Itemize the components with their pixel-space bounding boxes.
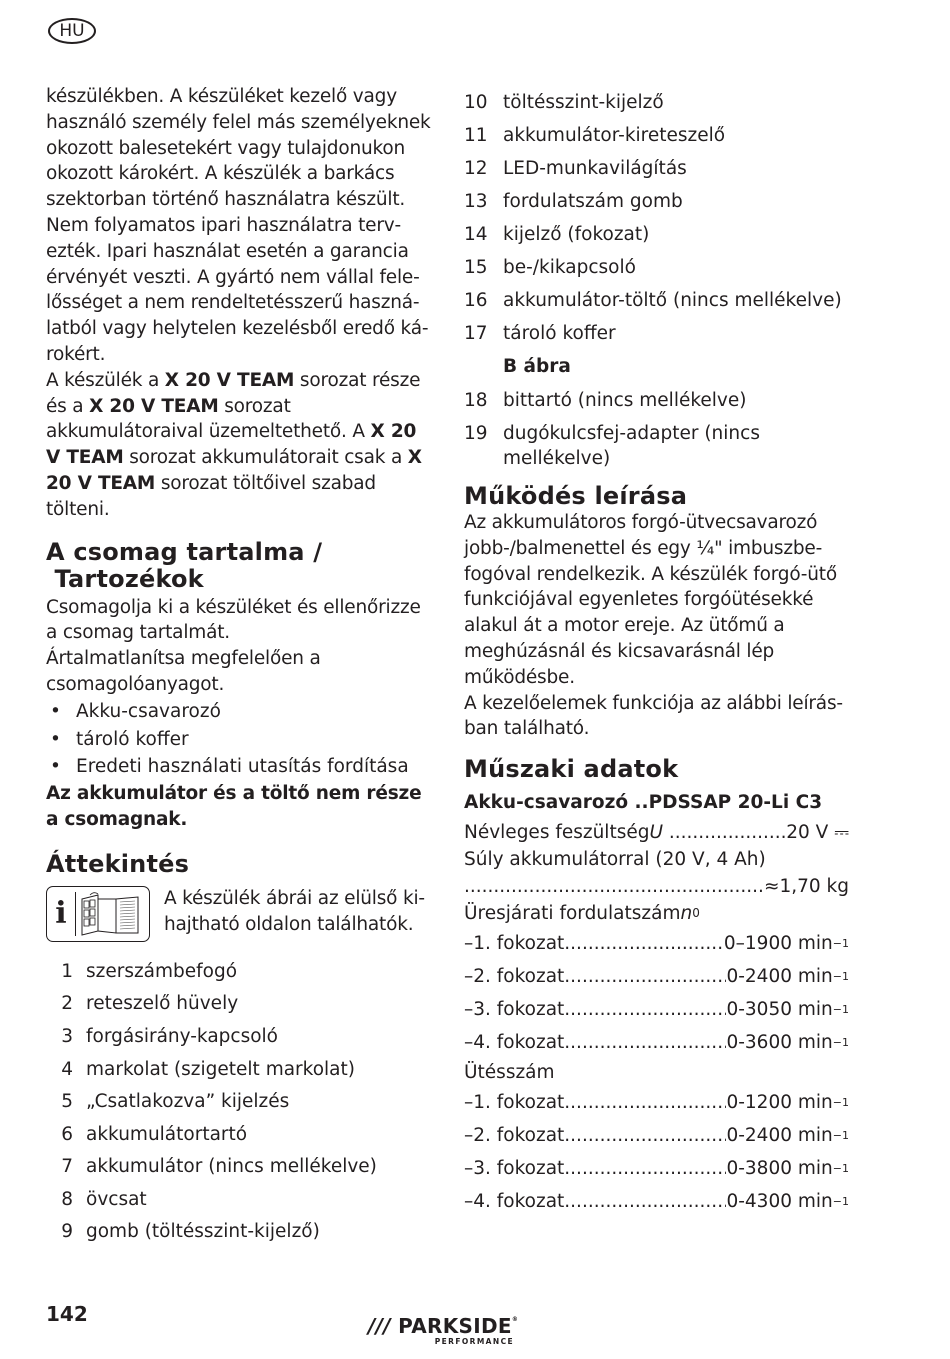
list-item <box>46 1086 431 1119</box>
info-i-icon: i <box>55 896 67 932</box>
overview-heading: Áttekintés <box>46 849 190 878</box>
item-number: 5 <box>61 1091 73 1113</box>
spec-impact-row <box>464 1152 849 1185</box>
spec-label: –3. fokozat <box>464 1158 565 1180</box>
list-item <box>46 753 431 781</box>
item-number: 19 <box>464 423 488 444</box>
spec-label: –4. fokozat <box>464 1032 565 1054</box>
leader-dots <box>564 927 724 960</box>
team-paragraph <box>46 368 431 523</box>
item-label: akkumulátor (nincs mellékelve) <box>86 1156 377 1178</box>
list-item-label: Eredeti használati utasítás fordítása <box>76 756 409 778</box>
text-span: sorozat akkumulátoraival üzemeltethető. A <box>46 395 371 443</box>
registered-mark: ® <box>511 1316 519 1323</box>
item-label: be-/kikapcsoló <box>503 257 636 278</box>
spec-impact-row <box>464 1185 849 1218</box>
item-number: 13 <box>464 191 488 212</box>
leader-dots <box>564 993 726 1026</box>
figure-b-heading: B ábra <box>503 356 571 377</box>
item-label: tároló koffer <box>503 323 616 344</box>
list-item <box>464 417 849 471</box>
spec-weight-value <box>464 873 849 900</box>
series-name: X 20 V TEAM <box>89 395 219 417</box>
list-item <box>46 956 431 989</box>
package-note: Az akkumulátor és a töltő nem része a csomagnak. <box>46 783 422 830</box>
bullet-icon: • <box>50 700 61 722</box>
heading-line: A csomag tartalma / <box>46 537 323 566</box>
brand-subline: PERFORMANCE <box>434 1337 514 1346</box>
list-item <box>464 317 849 350</box>
function-paragraph-1: Az akkumulátoros forgó-ütvecsavarozó jobb-/balmenettel és egy ¼" imbuszbefogóval rendelkezik. A készülék forgó-ütő funkciójával egyenletes forgóütésekké alakul át a motor ereje. Az ütőmű a meghúzásnál és kicsavarásnál lép működésbe. <box>464 512 837 688</box>
item-number: 3 <box>61 1025 73 1047</box>
item-number: 11 <box>464 125 488 146</box>
list-item <box>464 384 849 417</box>
spec-value: 0-2400 <box>726 1125 792 1147</box>
brand-name: PARKSIDE <box>398 1314 512 1338</box>
leader-dots <box>669 819 786 846</box>
item-number: 9 <box>61 1221 73 1243</box>
list-item <box>46 1054 431 1087</box>
spec-value: 0-3600 <box>726 1032 792 1054</box>
list-item <box>464 284 849 317</box>
spec-unit: min <box>797 1092 833 1114</box>
spec-unit: min <box>797 1032 833 1054</box>
spec-unit: min <box>797 1158 833 1180</box>
item-label: töltésszint-kijelző <box>503 92 664 113</box>
item-number: 18 <box>464 390 488 411</box>
list-item <box>46 1216 431 1249</box>
series-name: X 20 V TEAM <box>164 369 295 391</box>
item-number: 2 <box>61 993 73 1015</box>
spec-value: 20 V ⎓ <box>786 822 849 844</box>
spec-value: 0-1200 <box>726 1092 792 1114</box>
spec-impact-row <box>464 1119 849 1152</box>
item-number: 15 <box>464 257 488 278</box>
spec-unit-exponent: −1 <box>832 1129 849 1143</box>
spec-value: 0-4300 <box>726 1191 792 1213</box>
list-item <box>46 1151 431 1184</box>
item-label: markolat (szigetelt markolat) <box>86 1058 355 1080</box>
spec-unit-exponent: −1 <box>832 1096 849 1110</box>
spec-value: 0-2400 <box>726 966 792 988</box>
spec-label: –4. fokozat <box>464 1191 565 1213</box>
function-paragraph-2: A kezelőelemek funkciója az alábbi leírásban található. <box>464 692 844 740</box>
item-label: forgásirány-kapcsoló <box>86 1025 278 1047</box>
item-label: LED-munkavilágítás <box>503 158 687 179</box>
left-column <box>46 84 431 1249</box>
spec-idle-speed-row <box>464 1026 849 1059</box>
right-column <box>464 86 849 1218</box>
item-label: szerszámbefogó <box>86 960 238 982</box>
foldout-page-icon <box>76 891 146 937</box>
intro-paragraph: készülékben. A készüléket kezelő vagy használó személy felel más személyeknek okozott balesetekért vagy tulajdonukon okozott károkért. A készülék a barkács szektorban történő használatra készült. Nem folyamatos ipari használatra tervezték. Ipari használat esetén a garancia érvényét veszti. A gyártó nem vállal felelősséget a nem rendeltetésszerű használatból vagy helytelen kezelésből eredő károkért. <box>46 86 431 365</box>
spec-unit-exponent: −1 <box>832 937 849 951</box>
item-number: 14 <box>464 224 488 245</box>
leader-dots <box>464 873 764 900</box>
list-item-label: tároló koffer <box>76 728 189 750</box>
spec-unit: min <box>797 933 833 955</box>
package-contents-list <box>46 698 431 781</box>
spec-unit-exponent: −1 <box>832 1036 849 1050</box>
spec-unit-exponent: −1 <box>832 970 849 984</box>
series-name: X 20 V TEAM <box>46 447 422 494</box>
item-label: akkumulátor-töltő (nincs mellékelve) <box>503 290 842 311</box>
spec-symbol: n <box>680 903 693 925</box>
package-paragraph-1: Csomagolja ki a készüléket és ellenőrizze a csomag tartalmát. <box>46 596 421 644</box>
spec-idle-speed-row <box>464 927 849 960</box>
item-number: 6 <box>61 1123 73 1145</box>
heading-line: Tartozékok <box>46 564 204 593</box>
spec-value: ≈1,70 kg <box>763 876 849 898</box>
item-label: akkumulátortartó <box>86 1123 248 1145</box>
item-number: 10 <box>464 92 488 113</box>
parts-list <box>46 956 431 1249</box>
item-label: övcsat <box>86 1188 147 1210</box>
parkside-logo <box>368 1310 518 1346</box>
leader-dots <box>564 1152 726 1185</box>
item-number: 16 <box>464 290 488 311</box>
item-label: reteszelő hüvely <box>86 993 239 1015</box>
package-paragraph-2: Ártalmatlanítsa megfelelően a csomagolóanyagot. <box>46 648 321 695</box>
text-span: sorozat akkumulátorait csak a <box>123 447 408 469</box>
leader-dots <box>564 1119 726 1152</box>
spec-idle-speed-row <box>464 960 849 993</box>
spec-label: Névleges feszültség <box>464 822 650 844</box>
spec-label: Ütésszám <box>464 1062 555 1084</box>
item-label: akkumulátor-kireteszelő <box>503 125 726 146</box>
list-item <box>464 218 849 251</box>
spec-unit: min <box>797 1191 833 1213</box>
spec-impact-row <box>464 1086 849 1119</box>
spec-unit-exponent: −1 <box>832 1162 849 1176</box>
spec-value: 0-3050 <box>726 999 792 1021</box>
item-number: 4 <box>61 1058 73 1080</box>
spec-unit-exponent: −1 <box>832 1003 849 1017</box>
list-item <box>464 119 849 152</box>
spec-idle-speed-row <box>464 993 849 1026</box>
item-number: 8 <box>61 1188 73 1210</box>
spec-voltage <box>464 819 849 846</box>
list-item <box>464 251 849 284</box>
leader-dots <box>564 1185 726 1218</box>
spec-label: –2. fokozat <box>464 1125 565 1147</box>
item-label: gomb (töltésszint-kijelző) <box>86 1221 320 1243</box>
leader-dots <box>564 960 726 993</box>
list-item <box>46 988 431 1021</box>
item-label: dugókulcsfej-adapter (nincs mellékelve) <box>503 423 760 469</box>
list-item <box>46 1184 431 1217</box>
item-number: 12 <box>464 158 488 179</box>
spec-label: –3. fokozat <box>464 999 565 1021</box>
spec-unit: min <box>797 1125 833 1147</box>
text-span: A készülék a <box>46 369 165 391</box>
list-item <box>46 726 431 754</box>
model-label: Akku-csavarozó ..PDSSAP 20-Li C3 <box>464 792 823 814</box>
list-item <box>46 1021 431 1054</box>
item-number: 17 <box>464 323 488 344</box>
spec-label: –1. fokozat <box>464 933 565 955</box>
page-number: 142 <box>46 1302 88 1326</box>
item-label: bittartó (nincs mellékelve) <box>503 390 747 411</box>
list-item <box>464 152 849 185</box>
spec-value: 0–1900 <box>723 933 792 955</box>
package-heading <box>46 539 431 593</box>
item-label: fordulatszám gomb <box>503 191 683 212</box>
overview-info-text: A készülék ábrái az elülső kihajtható oldalon találhatók. <box>164 887 426 935</box>
leader-dots <box>564 1026 726 1059</box>
spec-symbol: U <box>649 822 664 844</box>
list-item <box>46 698 431 726</box>
bullet-icon: • <box>50 756 61 778</box>
item-number: 7 <box>61 1156 73 1178</box>
item-number: 1 <box>61 960 73 982</box>
brand-wordmark <box>368 1310 518 1336</box>
info-foldout-icon <box>46 886 150 942</box>
spec-idle-speed-label <box>464 900 849 927</box>
tech-data-heading: Műszaki adatok <box>464 755 679 784</box>
spec-label: –2. fokozat <box>464 966 565 988</box>
list-item-label: Akku-csavarozó <box>76 700 221 722</box>
overview-info <box>46 886 431 942</box>
text-span: sorozat töltőivel szabad tölteni. <box>46 472 376 520</box>
spec-unit: min <box>797 966 833 988</box>
spec-label: Súly akkumulátorral (20 V, 4 Ah) <box>464 849 766 871</box>
spec-weight-label <box>464 846 849 873</box>
spec-impact-label <box>464 1059 849 1086</box>
item-label: „Csatlakozva” kijelzés <box>86 1091 290 1113</box>
bullet-icon: • <box>50 728 61 750</box>
leader-dots <box>564 1086 726 1119</box>
list-item <box>464 86 849 119</box>
item-label: kijelző (fokozat) <box>503 224 650 245</box>
spec-label: Üresjárati fordulatszám <box>464 903 681 925</box>
spec-unit: min <box>797 999 833 1021</box>
spec-label: –1. fokozat <box>464 1092 565 1114</box>
language-badge: HU <box>48 18 96 44</box>
list-item <box>46 1119 431 1152</box>
brand-slashes-icon: /// <box>368 1314 391 1338</box>
spec-value: 0-3800 <box>726 1158 792 1180</box>
spec-unit-exponent: −1 <box>832 1195 849 1209</box>
text-span: sorozat része és a <box>46 369 421 417</box>
spec-subscript: 0 <box>692 906 700 921</box>
function-heading: Működés leírása <box>464 482 688 510</box>
series-name: X 20 V TEAM <box>46 421 417 469</box>
list-item <box>464 185 849 218</box>
